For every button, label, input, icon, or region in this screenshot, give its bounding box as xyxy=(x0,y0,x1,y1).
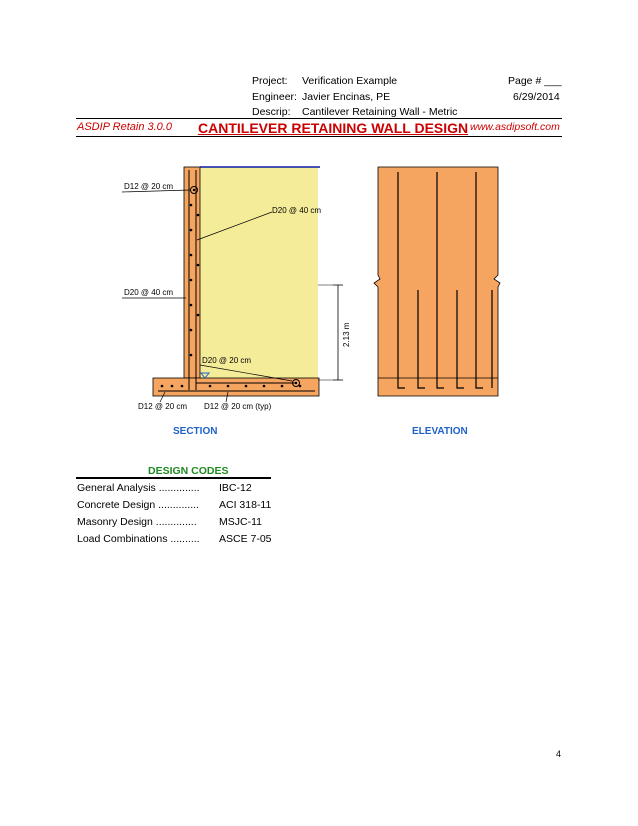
website-link: www.asdipsoft.com xyxy=(470,121,560,133)
label-heel: D20 @ 20 cm xyxy=(202,356,252,365)
descrip-label: Descrip: xyxy=(252,106,291,118)
descrip-value: Cantilever Retaining Wall - Metric xyxy=(302,106,458,118)
code-row-value: IBC-12 xyxy=(219,482,252,494)
dimension-label: 2.13 m xyxy=(342,322,351,347)
section-caption: SECTION xyxy=(173,426,218,437)
elevation-caption: ELEVATION xyxy=(412,426,468,437)
label-stem-outer: D12 @ 20 cm xyxy=(124,182,174,191)
code-row-label: Concrete Design .............. xyxy=(77,499,199,511)
label-stem-mid: D20 @ 40 cm xyxy=(124,288,174,297)
code-row-value: ACI 318-11 xyxy=(219,499,272,511)
engineer-label: Engineer: xyxy=(252,91,297,103)
design-codes-title: DESIGN CODES xyxy=(148,465,229,477)
footing xyxy=(153,378,319,396)
software-name: ASDIP Retain 3.0.0 xyxy=(77,121,172,133)
design-codes-rule xyxy=(76,477,271,479)
stem-wall xyxy=(184,167,200,378)
label-footing-typ: D12 @ 20 cm (typ) xyxy=(204,402,272,411)
code-row-label: General Analysis .............. xyxy=(77,482,200,494)
code-row-value: ASCE 7-05 xyxy=(219,533,272,545)
code-row-value: MSJC-11 xyxy=(219,516,262,528)
page-title: CANTILEVER RETAINING WALL DESIGN xyxy=(198,120,469,136)
engineer-value: Javier Encinas, PE xyxy=(302,91,391,103)
code-row-label: Masonry Design .............. xyxy=(77,516,197,528)
label-stem-inner: D20 @ 40 cm xyxy=(272,206,322,215)
elevation-view xyxy=(374,167,500,437)
project-value: Verification Example xyxy=(302,75,398,87)
page-number: 4 xyxy=(556,749,562,759)
date: 6/29/2014 xyxy=(513,91,560,103)
section-view xyxy=(122,167,351,437)
backfill-soil xyxy=(200,167,318,378)
label-footing-bottom: D12 @ 20 cm xyxy=(138,402,188,411)
project-label: Project: xyxy=(252,75,288,87)
page-label: Page # ___ xyxy=(508,75,562,87)
code-row-label: Load Combinations .......... xyxy=(77,533,200,545)
